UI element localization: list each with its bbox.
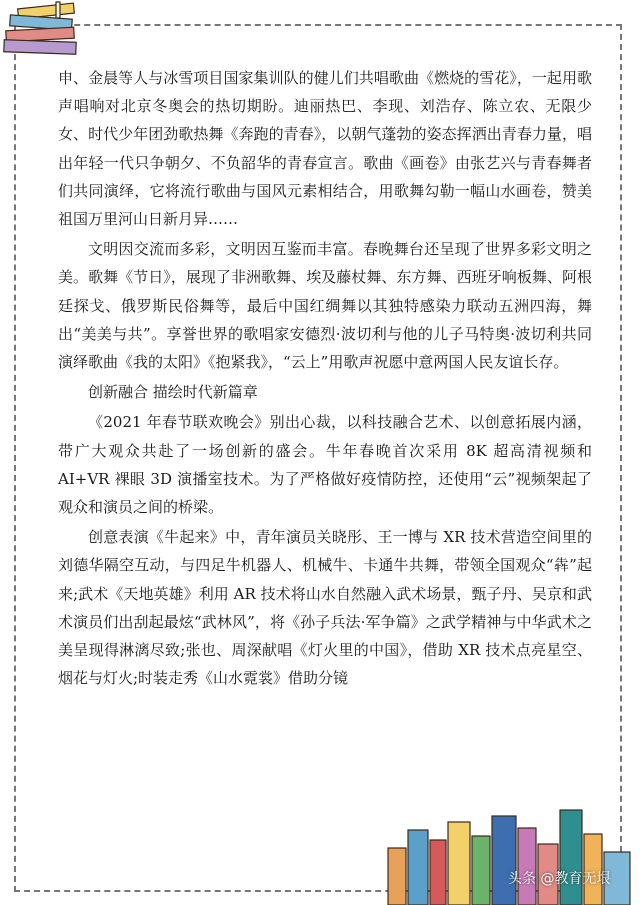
article-body <box>58 64 592 692</box>
paragraph: 申、金晨等人与冰雪项目国家集训队的健儿们共唱歌曲《燃烧的雪花》，一起用歌声唱响对北京冬奥会的热切期盼。迪丽热巴、李现、刘浩存、陈立农、无限少女、时代少年团劲歌热舞《奔跑的青春》，以朝气蓬勃的姿态挥洒出青春力量，唱出年轻一代只争朝夕、不负韶华的青春宣言。歌曲《画卷》由张艺兴与青春舞者们共同演绎，它将流行歌曲与国风元素相结合，用歌舞勾勒一幅山水画卷，赞美祖国万里河山日新月异…… <box>58 69 592 229</box>
section-heading: 创新融合 描绘时代新篇章 <box>88 383 258 402</box>
watermark: 头条 @教育无垠 <box>508 871 611 887</box>
book-stack-icon <box>0 0 100 64</box>
paragraph: 《2021 年春节联欢晚会》别出心裁，以科技融合艺术、以创意拓展内涵，带广大观众共赴了一场创新的盛会。牛年春晚首次采用 8K 超高清视频和 AI+VR 裸眼 3D 演播室技术。为了严格做好疫情防控，还使用“云”视频架起了观众和演员之间的桥梁。 <box>58 413 592 517</box>
paragraph: 创意表演《牛起来》中，青年演员关晓彤、王一博与 XR 技术营造空间里的刘德华隔空互动，与四足牛机器人、机械牛、卡通牛共舞，带领全国观众“犇”起来;武术《天地英雄》利用 AR 技术将山水自然融入武术场景，甄子丹、吴京和武术演员们出刮起最炫“武林风”，将《孙子兵法·军争篇》之武学精神与中华武术之美呈现得淋漓尽致;张也、周深献唱《灯火里的中国》，借助 XR 技术点亮星空、烟花与灯火;时装走秀《山水霓裳》借助分镜 <box>58 528 592 688</box>
bookshelf-icon <box>378 800 640 905</box>
paragraph: 文明因交流而多彩，文明因互鉴而丰富。春晚舞台还呈现了世界多彩文明之美。歌舞《节日》，展现了非洲歌舞、埃及藤杖舞、东方舞、西班牙响板舞、阿根廷探戈、俄罗斯民俗舞等，最后中国红绸舞以其独特感染力联动五洲四海，舞出“美美与共”。享誉世界的歌唱家安德烈·波切利与他的儿子马特奥·波切利共同演绎歌曲《我的太阳》《抱紧我》，“云上”用歌声祝愿中意两国人民友谊长存。 <box>58 240 592 372</box>
